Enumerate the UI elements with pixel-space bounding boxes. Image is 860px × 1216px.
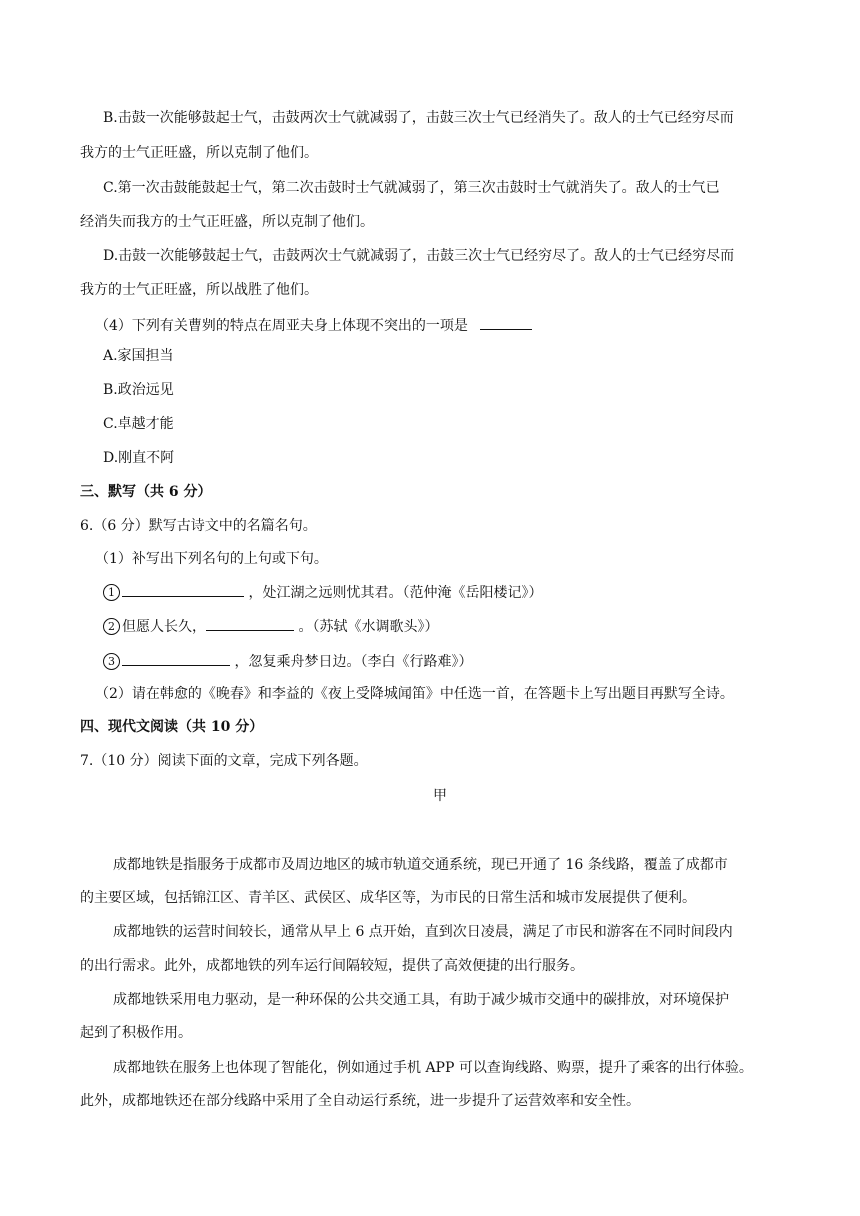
dictation-item-1-text: ，处江湖之远则忧其君。（范仲淹《岳阳楼记》） [248, 585, 543, 601]
option-d-line1: D.击鼓一次能够鼓起士气，击鼓两次士气就减弱了，击鼓三次士气已经穷尽了。敌人的士气已经穷尽而 [103, 248, 735, 264]
dictation-item-2-post: 。（苏轼《水调歌头》） [298, 619, 439, 635]
passage-p3-l1: 成都地铁采用电力驱动，是一种环保的公共交通工具，有助于减少城市交通中的碳排放，对环境保护 [113, 992, 729, 1008]
q6-2-stem: （2）请在韩愈的《晚春》和李益的《夜上受降城闻笛》中任选一首，在答题卡上写出题目再默写全诗。 [95, 686, 734, 702]
q6-1-stem: （1）补写出下列名句的上句或下句。 [95, 551, 328, 567]
q5-4-option-c: C.卓越才能 [103, 416, 174, 432]
section4-heading: 四、现代文阅读（共 10 分） [80, 719, 264, 735]
dictation-item-3-text: ，忽复乘舟梦日边。（李白《行路难》） [234, 654, 473, 670]
passage-p4-l2: 此外，成都地铁还在部分线路中采用了全自动运行系统，进一步提升了运营效率和安全性。 [80, 1093, 640, 1109]
answer-blank[interactable] [122, 582, 244, 597]
q7-stem: 7.（10 分）阅读下面的文章，完成下列各题。 [80, 753, 368, 769]
q5-4-stem [95, 315, 532, 336]
option-c-line1: C.第一次击鼓能鼓起士气，第二次击鼓时士气就减弱了，第三次击鼓时士气就消失了。敌人的士气已 [103, 180, 720, 196]
section3-heading: 三、默写（共 6 分） [80, 484, 212, 500]
circled-number-1: 1 [103, 584, 120, 601]
passage-p4-l1: 成都地铁在服务上也体现了智能化，例如通过手机 APP 可以查询线路、购票，提升了乘客的出行体验。 [113, 1060, 753, 1076]
dictation-item-1 [103, 582, 542, 603]
dictation-item-2-pre: 但愿人长久， [122, 619, 206, 635]
q5-4-option-d: D.刚直不阿 [103, 450, 175, 466]
q5-4-option-a: A.家国担当 [103, 348, 174, 364]
q6-stem: 6.（6 分）默写古诗文中的名篇名句。 [80, 518, 317, 534]
option-b-line2: 我方的士气正旺盛，所以克制了他们。 [80, 145, 318, 161]
answer-blank[interactable] [206, 616, 294, 631]
passage-p3-l2: 起到了积极作用。 [80, 1025, 192, 1041]
passage-title: 甲 [433, 788, 447, 804]
circled-number-2: 2 [103, 618, 120, 635]
answer-blank[interactable] [480, 315, 532, 330]
passage-p2-l2: 的出行需求。此外，成都地铁的列车运行间隔较短，提供了高效便捷的出行服务。 [80, 958, 584, 974]
option-b-line1: B.击鼓一次能够鼓起士气，击鼓两次士气就减弱了，击鼓三次士气已经消失了。敌人的士气已经穷尽而 [103, 110, 734, 126]
passage-p2-l1: 成都地铁的运营时间较长，通常从早上 6 点开始，直到次日凌晨，满足了市民和游客在不同时间段内 [113, 924, 733, 940]
q5-4-option-b: B.政治远见 [103, 382, 174, 398]
circled-number-3: 3 [103, 653, 120, 670]
dictation-item-3 [103, 651, 472, 672]
passage-p1-l2: 的主要区域，包括锦江区、青羊区、武侯区、成华区等，为市民的日常生活和城市发展提供了便利。 [80, 890, 696, 906]
option-c-line2: 经消失而我方的士气正旺盛，所以克制了他们。 [80, 214, 374, 230]
q5-4-stem-text: （4）下列有关曹刿的特点在周亚夫身上体现不突出的一项是 [95, 318, 468, 334]
passage-p1-l1: 成都地铁是指服务于成都市及周边地区的城市轨道交通系统，现已开通了 16 条线路，覆盖了成都市 [113, 857, 728, 873]
option-d-line2: 我方的士气正旺盛，所以战胜了他们。 [80, 282, 318, 298]
answer-blank[interactable] [122, 651, 230, 666]
dictation-item-2 [103, 616, 438, 637]
